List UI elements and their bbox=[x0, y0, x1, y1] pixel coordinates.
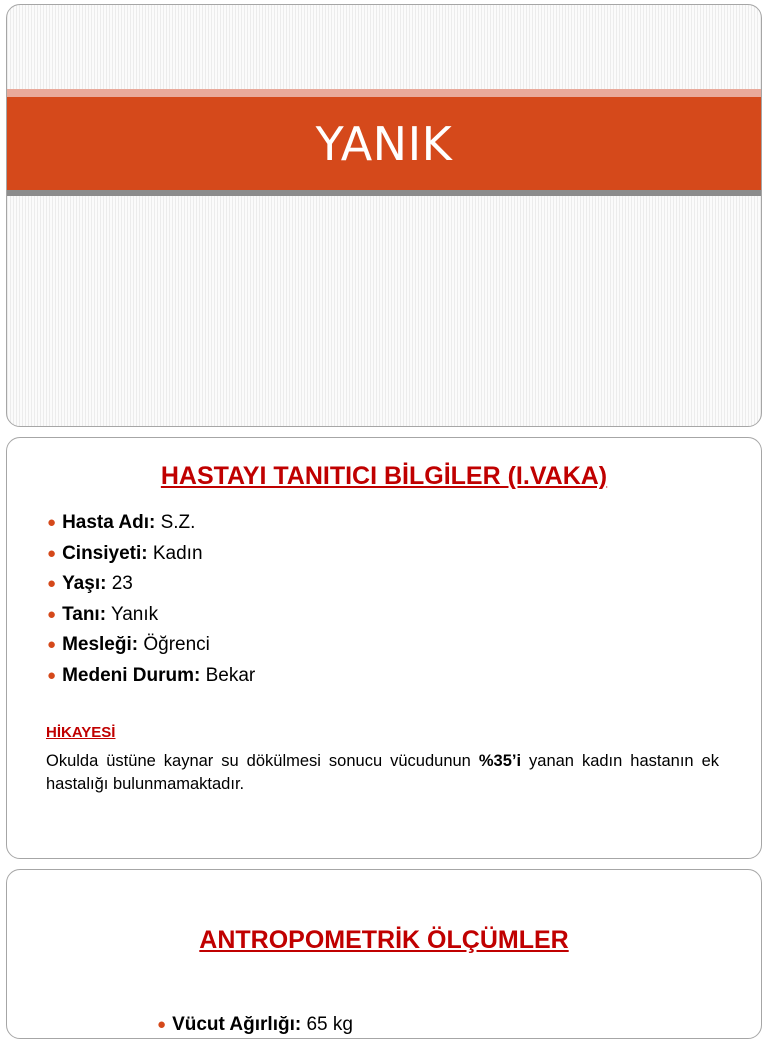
title-band-accent bbox=[7, 89, 761, 97]
item-label: Mesleği: bbox=[62, 634, 139, 656]
item-value: 65 kg bbox=[301, 1014, 353, 1035]
story-heading: HİKAYESİ bbox=[46, 724, 116, 741]
measurement-list bbox=[157, 1010, 353, 1039]
list-item bbox=[47, 569, 255, 600]
list-item bbox=[47, 508, 255, 539]
title-slide bbox=[6, 4, 762, 427]
bullet-icon: ● bbox=[47, 575, 57, 593]
item-value: S.Z. bbox=[155, 512, 196, 533]
bullet-icon: ● bbox=[47, 666, 57, 684]
title-band-shadow bbox=[7, 190, 761, 196]
anthropometric-slide bbox=[6, 869, 762, 1039]
patient-info-slide bbox=[6, 437, 762, 859]
list-item bbox=[47, 600, 255, 631]
item-value: Yanık bbox=[106, 603, 159, 625]
item-value: Öğrenci bbox=[138, 634, 210, 656]
list-item bbox=[157, 1010, 353, 1039]
item-value: 23 bbox=[106, 573, 133, 595]
story-text bbox=[46, 750, 719, 796]
bullet-icon: ● bbox=[47, 514, 57, 531]
list-item bbox=[47, 539, 255, 570]
bullet-icon: ● bbox=[157, 1016, 167, 1033]
item-label: Hasta Adı: bbox=[62, 512, 156, 533]
item-label: Vücut Ağırlığı: bbox=[172, 1014, 302, 1035]
item-label: Medeni Durum: bbox=[62, 664, 201, 686]
story-text-start: Okulda üstüne kaynar su dökülmesi sonucu vücudunun bbox=[46, 752, 479, 770]
item-label: Cinsiyeti: bbox=[62, 542, 148, 564]
bullet-icon: ● bbox=[47, 605, 57, 623]
slide-title: YANIK bbox=[315, 116, 453, 171]
story-text-end: yanan kadın hastanın ek hastalığı bulunmamaktadır. bbox=[46, 752, 719, 793]
bullet-icon: ● bbox=[47, 636, 57, 654]
story-text-emphasis: %35’i bbox=[478, 752, 522, 770]
slide-heading: HASTAYI TANITICI BİLGİLER (I.VAKA) bbox=[160, 462, 608, 490]
patient-info-list bbox=[47, 508, 255, 692]
item-label: Yaşı: bbox=[62, 573, 107, 595]
item-label: Tanı: bbox=[62, 603, 107, 625]
item-value: Kadın bbox=[147, 542, 203, 564]
bullet-icon: ● bbox=[47, 544, 57, 562]
item-value: Bekar bbox=[200, 664, 256, 686]
list-item bbox=[47, 661, 255, 692]
slide-heading: ANTROPOMETRİK ÖLÇÜMLER bbox=[199, 926, 569, 954]
title-band bbox=[7, 97, 761, 190]
list-item bbox=[47, 630, 255, 661]
